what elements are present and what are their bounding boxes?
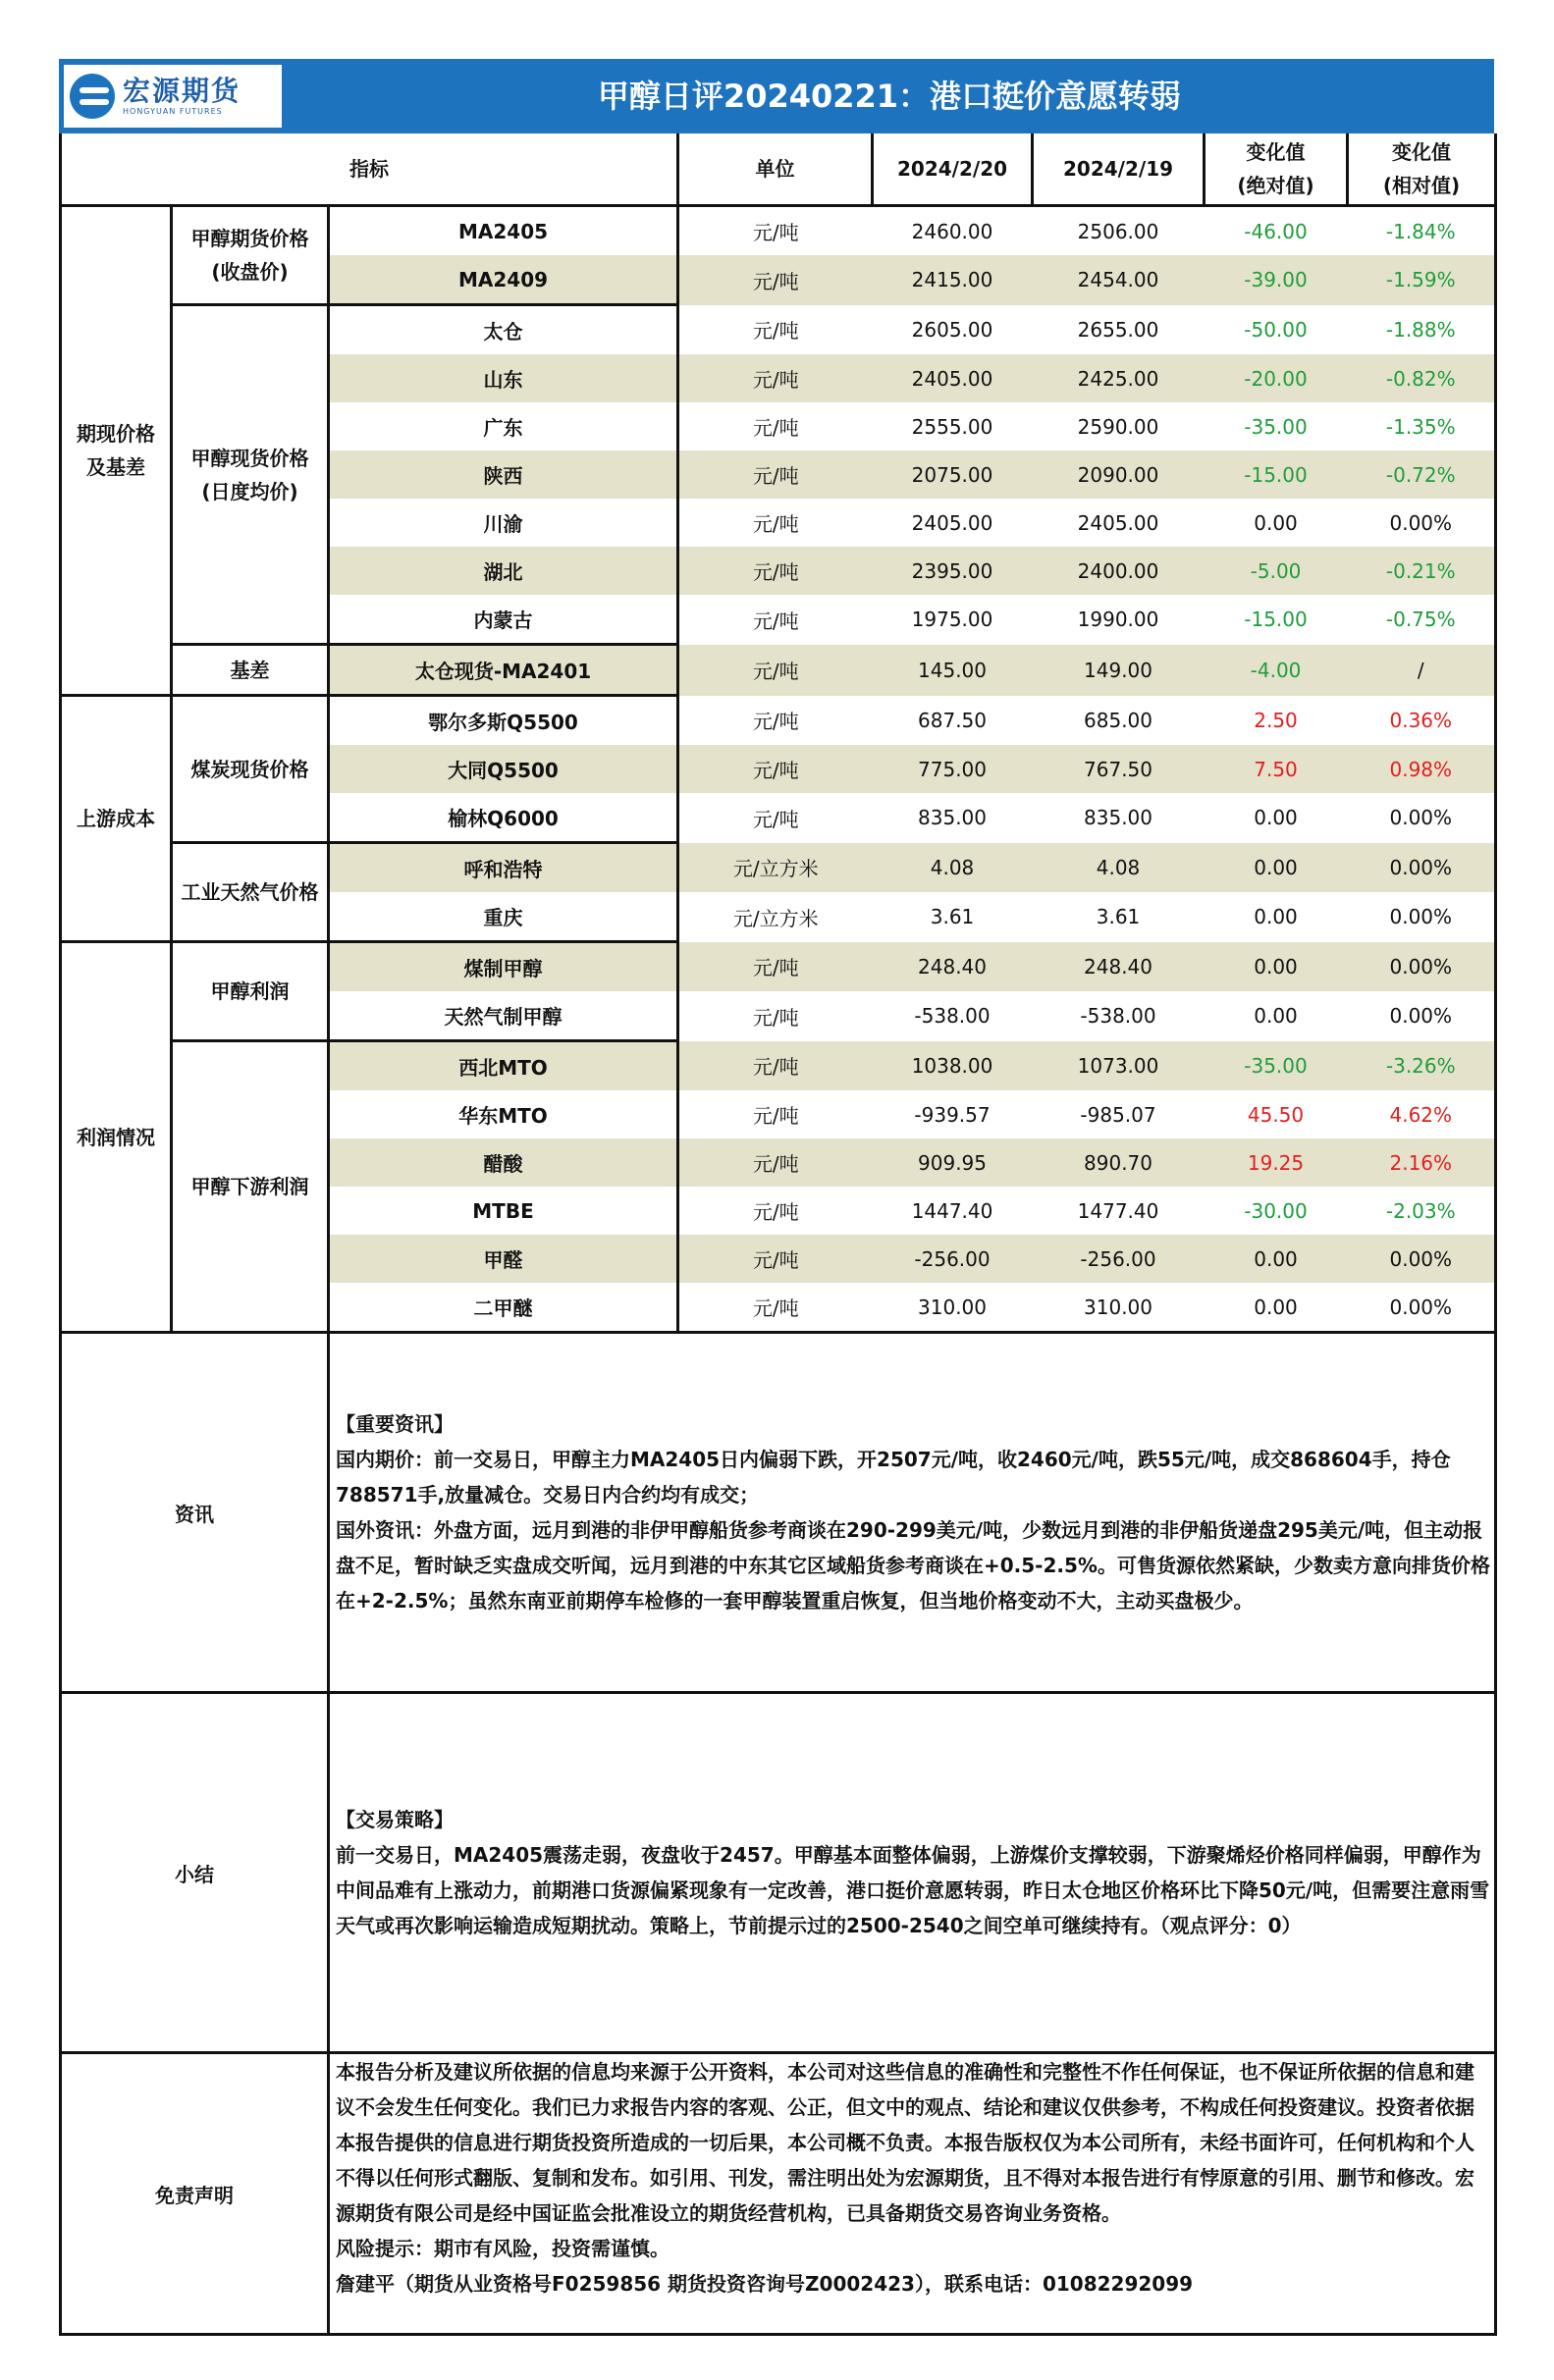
subgroup-label: 工业天然气价格 [172, 843, 329, 942]
value-date1: 2405.00 [911, 510, 993, 535]
rel-change: / [1348, 645, 1496, 696]
unit-cell: 元/吨 [752, 416, 799, 440]
value-date2: 2454.00 [1033, 255, 1205, 305]
value-date1: -939.57 [914, 1102, 991, 1127]
abs-change: 0.00 [1205, 843, 1348, 893]
value-date1: 2555.00 [911, 414, 993, 439]
unit-cell: 元/吨 [678, 745, 873, 793]
unit-cell: 元/立方米 [678, 843, 873, 893]
rel-change: -0.21% [1348, 547, 1496, 595]
indicator-name: 醋酸 [329, 1138, 678, 1187]
value-date1: 2395.00 [873, 547, 1033, 595]
rel-change: -1.88% [1348, 305, 1496, 355]
value-date1: 687.50 [918, 708, 987, 732]
summary-content [329, 1693, 1496, 2053]
value-date2: 1073.00 [1033, 1041, 1205, 1091]
news-heading: 【重要资讯】 [336, 1412, 454, 1436]
indicator-name: 山东 [329, 354, 678, 402]
value-date2: -256.00 [1033, 1235, 1205, 1283]
indicator-name: 川渝 [329, 499, 678, 547]
unit-cell: 元/吨 [678, 645, 873, 696]
value-date1: 310.00 [873, 1283, 1033, 1333]
abs-change: 0.00 [1205, 1283, 1348, 1333]
col-date1: 2024/2/20 [873, 133, 1033, 206]
abs-change: -35.00 [1244, 414, 1308, 439]
group-label: 上游成本 [61, 696, 172, 942]
value-date2: 767.50 [1033, 745, 1205, 793]
rel-change: -0.72% [1348, 450, 1496, 499]
value-date1: 835.00 [918, 806, 987, 830]
col-abs-change: 变化值 (绝对值) [1205, 133, 1348, 206]
value-date1: 1038.00 [873, 1041, 1033, 1091]
rel-change: -0.75% [1348, 595, 1496, 645]
unit-cell: 元/吨 [752, 1104, 799, 1128]
table-row [61, 696, 1496, 746]
indicator-name: 陕西 [329, 450, 678, 499]
abs-change: -20.00 [1205, 354, 1348, 402]
news-content [329, 1334, 1496, 1693]
abs-change: 0.00 [1254, 1004, 1298, 1029]
unit-cell: 元/吨 [678, 547, 873, 595]
logo-text [123, 74, 241, 116]
unit-cell: 元/吨 [752, 807, 799, 831]
rel-change: -1.84% [1348, 206, 1496, 256]
rel-change: 0.00% [1348, 843, 1496, 893]
unit-cell: 元/吨 [678, 354, 873, 402]
abs-change: 0.00 [1254, 905, 1298, 929]
rel-change: 0.00% [1348, 793, 1496, 843]
value-date1: 2415.00 [873, 255, 1033, 305]
abs-change: 0.00 [1254, 510, 1298, 535]
col-unit: 单位 [678, 133, 873, 206]
summary-heading: 【交易策略】 [336, 1808, 454, 1831]
col-indicator: 指标 [61, 133, 678, 206]
risk-warning: 风险提示：期市有风险，投资需谨慎。 [336, 2237, 670, 2260]
abs-change: -15.00 [1244, 608, 1308, 632]
subgroup-label: 甲醇现货价格 (日度均价) [172, 305, 329, 645]
col-rel-change: 变化值 (相对值) [1348, 133, 1496, 206]
indicator-name: 西北MTO [329, 1041, 678, 1091]
summary-label: 小结 [61, 1693, 329, 2053]
indicator-name: 煤制甲醇 [329, 942, 678, 992]
abs-change: -4.00 [1205, 645, 1348, 696]
abs-change: 19.25 [1205, 1138, 1348, 1187]
rel-change: 4.62% [1348, 1090, 1496, 1138]
indicator-name: 呼和浩特 [329, 843, 678, 893]
value-date2: -985.07 [1080, 1102, 1156, 1127]
rel-change: 0.00% [1348, 1283, 1496, 1333]
value-date2: 2590.00 [1077, 414, 1159, 439]
value-date2: 1990.00 [1077, 608, 1159, 632]
abs-change: -15.00 [1205, 450, 1348, 499]
abs-change: -46.00 [1244, 219, 1308, 243]
indicator-name: 华东MTO [329, 1090, 678, 1138]
subgroup-label: 煤炭现货价格 [172, 696, 329, 843]
value-date1: 1447.40 [911, 1198, 993, 1223]
indicator-name: 二甲醚 [329, 1283, 678, 1333]
value-date2: 2425.00 [1033, 354, 1205, 402]
col-date2: 2024/2/19 [1033, 133, 1205, 206]
value-date1: -538.00 [914, 1004, 991, 1029]
value-date2: 248.40 [1033, 942, 1205, 992]
indicator-name: 太仓现货-MA2401 [329, 645, 678, 696]
abs-change: -5.00 [1205, 547, 1348, 595]
summary-section [61, 1693, 1496, 2053]
rel-change: -0.82% [1348, 354, 1496, 402]
value-date1: 2605.00 [911, 317, 993, 342]
unit-cell: 元/吨 [752, 221, 799, 244]
unit-cell: 元/吨 [752, 1005, 799, 1030]
news-domestic: 国内期价：前一交易日，甲醇主力MA2405日内偏弱下跌，开2507元/吨，收2460元/吨，跌55元/吨，成交868604手，持仓788571手,放量减仓。交易日内合约均有成交； [336, 1448, 1451, 1507]
unit-cell: 元/吨 [752, 1200, 799, 1224]
value-date1: 2460.00 [911, 219, 993, 243]
value-date2: 149.00 [1033, 645, 1205, 696]
table-row [61, 206, 1496, 256]
unit-cell: 元/吨 [678, 1283, 873, 1333]
value-date2: 890.70 [1033, 1138, 1205, 1187]
page-title: 甲醇日评20240221：港口挺价意愿转弱 [597, 78, 1182, 115]
news-section [61, 1334, 1496, 1693]
indicator-name: 太仓 [329, 305, 678, 355]
group-label: 期现价格 及基差 [61, 206, 172, 696]
table-row [61, 645, 1496, 696]
rel-change: 0.00% [1348, 892, 1496, 942]
indicator-name: 甲醛 [329, 1235, 678, 1283]
value-date2: 2655.00 [1077, 317, 1159, 342]
disclaimer-label: 免责声明 [61, 2053, 329, 2335]
value-date1: 145.00 [873, 645, 1033, 696]
report [59, 59, 1494, 2336]
unit-cell: 元/吨 [678, 942, 873, 992]
rel-change: 2.16% [1348, 1138, 1496, 1187]
data-table [59, 133, 1497, 1334]
indicator-name: 天然气制甲醇 [329, 991, 678, 1041]
abs-change: -50.00 [1244, 317, 1308, 342]
value-date1: 1975.00 [911, 608, 993, 632]
table-row [61, 1041, 1496, 1091]
indicator-name: 榆林Q6000 [329, 793, 678, 843]
rel-change: 0.00% [1348, 991, 1496, 1041]
value-date2: 2506.00 [1077, 219, 1159, 243]
abs-change: 7.50 [1205, 745, 1348, 793]
value-date1: 2075.00 [873, 450, 1033, 499]
table-row [61, 843, 1496, 893]
abs-change: -30.00 [1244, 1198, 1308, 1223]
value-date2: 1477.40 [1077, 1198, 1159, 1223]
logo-cn: 宏源期货 [123, 74, 241, 107]
rel-change: -1.35% [1348, 402, 1496, 450]
unit-cell: 元/吨 [752, 710, 799, 734]
table-row [61, 305, 1496, 355]
value-date2: -538.00 [1080, 1004, 1156, 1029]
abs-change: -39.00 [1205, 255, 1348, 305]
abs-change: 45.50 [1247, 1102, 1305, 1127]
indicator-name: MA2405 [329, 206, 678, 256]
group-label: 利润情况 [61, 942, 172, 1333]
rel-change: -3.26% [1348, 1041, 1496, 1091]
abs-change: 2.50 [1254, 708, 1298, 732]
rel-change: 0.00% [1348, 1235, 1496, 1283]
abs-change: 0.00 [1254, 806, 1298, 830]
unit-cell: 元/吨 [678, 255, 873, 305]
unit-cell: 元/吨 [678, 1138, 873, 1187]
abs-change: -35.00 [1205, 1041, 1348, 1091]
value-date1: -256.00 [873, 1235, 1033, 1283]
company-logo [64, 65, 282, 128]
indicator-name: 大同Q5500 [329, 745, 678, 793]
table-body [61, 206, 1496, 1333]
summary-body: 前一交易日，MA2405震荡走弱，夜盘收于2457。甲醇基本面整体偏弱，上游煤价支撑较弱，下游聚烯烃价格同样偏弱，甲醇作为中间品难有上涨动力，前期港口货源偏紧现象有一定改善，港口挺价意愿转弱，昨日太仓地区价格环比下降50元/吨，但需要注意雨雪天气或再次影响运输造成短期扰动。策略上，节前提示过的2500-2540之间空单可继续持有。（观点评分：0） [336, 1843, 1490, 1937]
unit-cell: 元/吨 [752, 608, 799, 633]
indicator-name: MA2409 [329, 255, 678, 305]
subgroup-label: 甲醇利润 [172, 942, 329, 1041]
news-foreign: 国外资讯：外盘方面，远月到港的非伊甲醇船货参考商谈在290-299美元/吨，少数远月到港的非伊船货递盘295美元/吨，但主动报盘不足，暂时缺乏实盘成交听闻，远月到港的中东其它区域船货参考商谈在+0.5-2.5%。可售货源依然紧缺，少数卖方意向排货价格在+2-2.5%；虽然东南亚前期停车检修的一套甲醇装置重启恢复，但当地价格变动不大，主动买盘极少。 [336, 1518, 1490, 1613]
indicator-name: 鄂尔多斯Q5500 [329, 696, 678, 746]
unit-cell: 元/吨 [678, 1041, 873, 1091]
value-date2: 2405.00 [1077, 510, 1159, 535]
unit-cell: 元/立方米 [732, 906, 819, 930]
value-date1: 909.95 [873, 1138, 1033, 1187]
report-header [59, 59, 1494, 133]
value-date1: 3.61 [930, 905, 975, 929]
table-row [61, 942, 1496, 992]
rel-change: 0.00% [1348, 499, 1496, 547]
indicator-name: MTBE [329, 1187, 678, 1235]
value-date2: 3.61 [1096, 905, 1141, 929]
unit-cell: 元/吨 [752, 512, 799, 536]
rel-change: 0.36% [1348, 696, 1496, 746]
header-row [61, 133, 1496, 206]
disclaimer-body: 本报告分析及建议所依据的信息均来源于公开资料，本公司对这些信息的准确性和完整性不作任何保证，也不保证所依据的信息和建议不会发生任何变化。我们已力求报告内容的客观、公正，但文中的观点、结论和建议仅供参考，不构成任何投资建议。投资者依据本报告提供的信息进行期货投资所造成的一切后果，本公司概不负责。本报告版权仅为本公司所有，未经书面许可，任何机构和个人不得以任何形式翻版、复制和发布。如引用、刊发，需注明出处为宏源期货，且不得对本报告进行有悖原意的引用、删节和修改。宏源期货有限公司是经中国证监会批准设立的期货经营机构，已具备期货交易咨询业务资格。 [336, 2060, 1474, 2225]
indicator-name: 湖北 [329, 547, 678, 595]
subgroup-label: 基差 [172, 645, 329, 696]
value-date2: 310.00 [1033, 1283, 1205, 1333]
unit-cell: 元/吨 [678, 450, 873, 499]
value-date2: 835.00 [1084, 806, 1152, 830]
value-date1: 4.08 [873, 843, 1033, 893]
news-label: 资讯 [61, 1334, 329, 1693]
unit-cell: 元/吨 [678, 1235, 873, 1283]
rel-change: -1.59% [1348, 255, 1496, 305]
rel-change: 0.00% [1348, 942, 1496, 992]
disclaimer-section [61, 2053, 1496, 2335]
rel-change: 0.98% [1348, 745, 1496, 793]
subgroup-label: 甲醇期货价格 (收盘价) [172, 206, 329, 305]
logo-mark-icon [70, 74, 115, 119]
logo-en: HONGYUAN FUTURES [123, 106, 223, 116]
indicator-name: 内蒙古 [329, 595, 678, 645]
author-line: 詹建平（期货从业资格号F0259856 期货投资咨询号Z0002423），联系电话：01082292099 [336, 2272, 1194, 2296]
value-date2: 2400.00 [1033, 547, 1205, 595]
value-date1: 775.00 [873, 745, 1033, 793]
text-sections [59, 1334, 1497, 2336]
indicator-name: 重庆 [329, 892, 678, 942]
value-date2: 2090.00 [1033, 450, 1205, 499]
value-date2: 4.08 [1033, 843, 1205, 893]
value-date2: 685.00 [1084, 708, 1152, 732]
value-date1: 2405.00 [873, 354, 1033, 402]
abs-change: 0.00 [1205, 942, 1348, 992]
rel-change: -2.03% [1348, 1187, 1496, 1235]
disclaimer-content [329, 2053, 1496, 2335]
unit-cell: 元/吨 [752, 319, 799, 344]
indicator-name: 广东 [329, 402, 678, 450]
subgroup-label: 甲醇下游利润 [172, 1041, 329, 1333]
abs-change: 0.00 [1205, 1235, 1348, 1283]
value-date1: 248.40 [873, 942, 1033, 992]
